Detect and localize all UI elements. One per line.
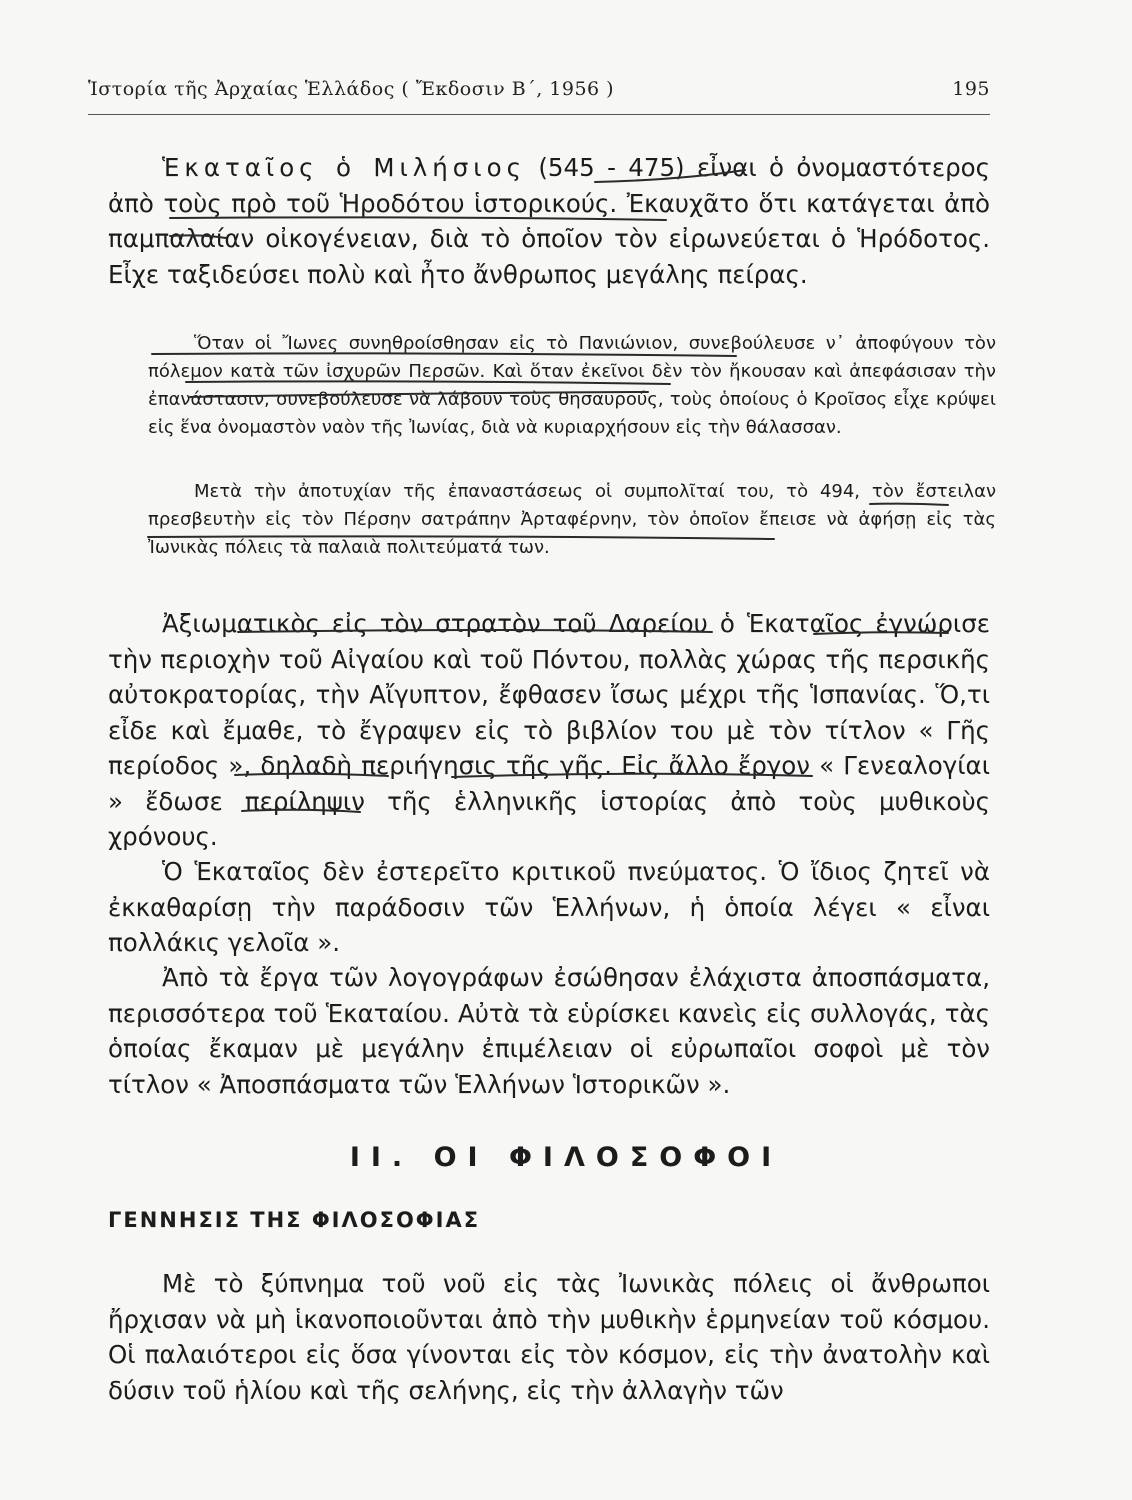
header-rule	[88, 114, 990, 115]
paragraph-hekataios-intro-text: (545 - 475) εἶναι ὁ ὀνομαστότερος ἀπὸ τοὺς πρὸ τοῦ Ἡροδότου ἱστορικούς. Ἐκαυχᾶτο ὅτι κατάγεται ἀπὸ παμπαλαίαν οἰκογένειαν, διὰ τὸ ὁποῖον τὸν εἰρωνεύεται ὁ Ἡρόδοτος. Εἶχε ταξιδεύσει πολὺ καὶ ἦτο ἄνθρωπος μεγάλης πείρας.	[108, 153, 990, 289]
section-title: ΙΙ. ΟΙ ΦΙΛΟΣΟΦΟΙ	[349, 1142, 783, 1173]
quote-panionion: Ὅταν οἱ Ἴωνες συνηθροίσθησαν εἰς τὸ Πανιώνιον, συνεβούλευσε ν᾿ ἀποφύγουν τὸν πόλεμον κατὰ τῶν ἰσχυρῶν Περσῶν. Καὶ ὅταν ἐκεῖνοι δὲν τὸν ἤκουσαν καὶ ἀπεφάσισαν τὴν ἐπανάστασιν, συνεβούλευσε νὰ λάβουν τοὺς θησαυρούς, τοὺς ὁποίους ὁ Κροῖσος εἶχε κρύψει εἰς ἕνα ὀνομαστὸν ναὸν τῆς Ἰωνίας, διὰ νὰ κυριαρχήσουν εἰς τὴν θάλασσαν.	[148, 333, 996, 438]
paragraph-hekataios-intro	[108, 150, 990, 292]
paragraph-critical-spirit: Ὁ Ἑκαταῖος δὲν ἐστερεῖτο κριτικοῦ πνεύματος. Ὁ ἴδιος ζητεῖ νὰ ἐκκαθαρίσῃ τὴν παράδοσιν τῶν Ἑλλήνων, ἡ ὁποία λέγει « εἶναι πολλάκις γελοῖα ».	[108, 857, 990, 957]
quote-embassy: Μετὰ τὴν ἀποτυχίαν τῆς ἐπαναστάσεως οἱ συμπολῖταί του, τὸ 494, τὸν ἔστειλαν πρεσβευτὴν εἰς τὸν Πέρσην σατράπην Ἀρταφέρνην, τὸν ὁποῖον ἔπεισε νὰ ἀφήσῃ εἰς τὰς Ἰωνικὰς πόλεις τὰ παλαιὰ πολιτεύματά των.	[148, 481, 996, 558]
hekataios-name: Ἑκαταῖος ὁ Μιλήσιος	[162, 153, 526, 182]
paragraph-philosophy-origin: Μὲ τὸ ξύπνημα τοῦ νοῦ εἰς τὰς Ἰωνικὰς πόλεις οἱ ἄνθρωποι ἤρχισαν νὰ μὴ ἱκανοποιοῦνται ἀπὸ τὴν μυθικὴν ἑρμηνείαν τοῦ κόσμου. Οἱ παλαιότεροι εἰς ὅσα γίνονται εἰς τὸν κόσμον, εἰς τὴν ἀνατολὴν καὶ δύσιν τοῦ ἡλίου καὶ τῆς σελήνης, εἰς τὴν ἀλλαγὴν τῶν	[108, 1269, 990, 1405]
page-number: 195	[952, 78, 990, 100]
paragraph-fragments: Ἀπὸ τὰ ἔργα τῶν λογογράφων ἐσώθησαν ἐλάχιστα ἀποσπάσματα, περισσότερα τοῦ Ἑκαταίου. Αὐτὰ τὰ εὑρίσκει κανεὶς εἰς συλλογάς, τὰς ὁποίας ἔκαμαν μὲ μεγάλην ἐπιμέλειαν οἱ εὐρωπαῖοι σοφοὶ μὲ τὸν τίτλον « Ἀποσπάσματα τῶν Ἑλλήνων Ἱστορικῶν ».	[108, 963, 990, 1099]
subheading: ΓΕΝΝΗΣΙΣ ΤΗΣ ΦΙΛΟΣΟΦΙΑΣ	[108, 1208, 481, 1232]
running-title: Ἱστορία τῆς Ἀρχαίας Ἑλλάδος ( Ἔκδοσιν Β΄, 1956 )	[88, 78, 615, 100]
paragraph-travels: Ἀξιωματικὸς εἰς τὸν στρατὸν τοῦ Δαρείου ὁ Ἑκαταῖος ἐγνώρισε τὴν περιοχὴν τοῦ Αἰγαίου καὶ τοῦ Πόντου, πολλὰς χώρας τῆς περσικῆς αὐτοκρατορίας, τὴν Αἴγυπτον, ἔφθασεν ἴσως μέχρι τῆς Ἱσπανίας. Ὅ,τι εἶδε καὶ ἔμαθε, τὸ ἔγραψεν εἰς τὸ βιβλίον του μὲ τὸν τίτλον « Γῆς περίοδος », δηλαδὴ περιήγησις τῆς γῆς. Εἰς ἄλλο ἔργον « Γενεαλογίαι » ἔδωσε περίληψιν τῆς ἑλληνικῆς ἱστορίας ἀπὸ τοὺς μυθικοὺς χρόνους.	[108, 609, 990, 851]
